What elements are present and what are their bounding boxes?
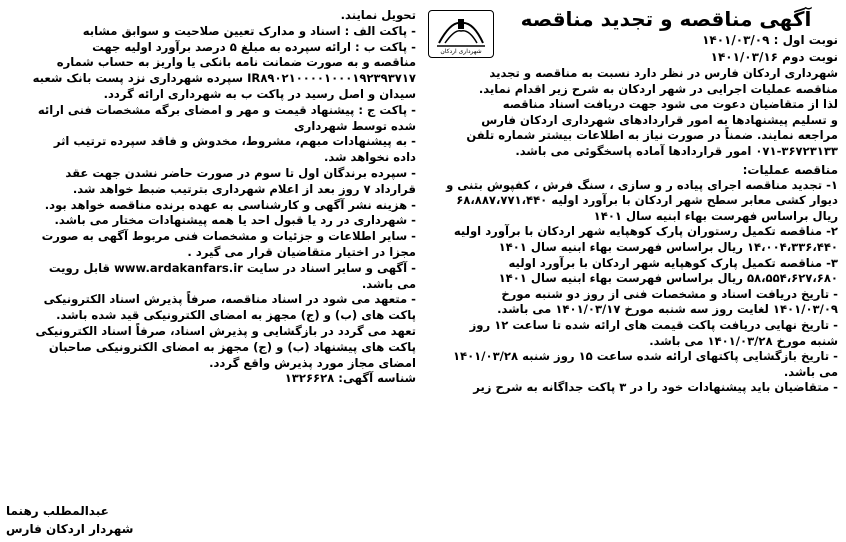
- website-line: - آگهی و سایر اسناد در سایت www.ardakanfars.ir قابل رویت: [48, 260, 416, 275]
- left-line: - پاکت الف : اسناد و مدارک تعیین صلاحیت و سوابق مشابه: [82, 23, 416, 38]
- signature-block: [6, 502, 133, 538]
- page-title: آگهی مناقصه و تجدید مناقصه: [520, 7, 812, 31]
- logo-text: شهرداری اردکان: [440, 48, 482, 55]
- item-line: ۲- مناقصه تکمیل رستوران پارک کوهپایه شهر اردکان با برآورد اولیه: [453, 224, 838, 239]
- item-line: ۱۴۰۱/۰۳/۰۹ لغایت روز سه شنبه مورخ ۱۴۰۱/۰۳/۱۷ می باشد.: [497, 302, 838, 317]
- item-line: دیوار کشی معابر سطح شهر اردکان با برآورد اولیه ۶۸،۸۸۷،۷۷۱،۴۴۰: [456, 193, 838, 208]
- left-line: پاکت های (ب) و (ج) مجهز به امضای الکترونیکی قید شده باشد.: [56, 308, 416, 323]
- item-line: - تاریخ نهایی دریافت پاکت قیمت های ارائه شده تا ساعت ۱۲ روز: [469, 317, 838, 332]
- item-line: شنبه مورخ ۱۴۰۱/۰۳/۲۸ می باشد.: [649, 333, 838, 348]
- left-column: [6, 8, 416, 387]
- notice-id: شناسه آگهی: ۱۳۲۶۶۲۸: [284, 371, 416, 386]
- intro-line: لذا از متقاضیان دعوت می شود جهت دریافت اسناد مناقصه: [502, 97, 838, 112]
- item-line: - تاریخ بازگشایی پاکتهای ارائه شده ساعت ۱۵ روز شنبه ۱۴۰۱/۰۳/۲۸: [452, 349, 838, 364]
- item-line: ۱۴،۰۰۴،۳۳۶،۴۴۰ ریال براساس فهرست بهاء ابنیه سال ۱۴۰۱: [498, 239, 838, 254]
- left-line: قرارداد ۷ روز بعد از اعلام شهرداری بترتیب ضبط خواهد شد.: [72, 181, 416, 196]
- left-line: - پاکت ب : ارائه سپرده به مبلغ ۵ درصد برآورد اولیه جهت: [92, 39, 416, 54]
- item-line: ۱- تجدید مناقصه اجرای پیاده ر و سازی ، سنگ فرش ، کفپوش بتنی و: [446, 177, 838, 192]
- left-line: سیدان و اصل رسید در پاکت ب به شهرداری ارائه گردد.: [103, 86, 416, 101]
- right-column: [420, 6, 838, 396]
- left-line: مجزا در اختیار متقاضیان قرار می گیرد .: [187, 244, 416, 259]
- left-line: - شهرداری در رد یا قبول احد یا همه پیشنهادات مختار می باشد.: [54, 213, 416, 228]
- intro-line: ۰۷۱-۳۶۷۲۳۱۳۳ امور قراردادها آماده پاسخگوئی می باشد.: [515, 143, 838, 158]
- left-line: - سپرده برندگان اول تا سوم در صورت حاضر نشدن جهت عقد: [65, 165, 416, 180]
- left-line: تحویل نمایند.: [340, 8, 416, 22]
- item-line: می باشد.: [783, 364, 838, 379]
- item-line: ۳- مناقصه تکمیل پارک کوهپایه شهر اردکان با برآورد اولیه: [508, 255, 838, 270]
- left-line: مناقصه و به صورت ضمانت نامه بانکی یا واریز به حساب شماره: [56, 55, 416, 70]
- left-line: - سایر اطلاعات و جزئیات و مشخصات فنی مربوط آگهی به صورت: [41, 229, 416, 244]
- municipality-logo: [428, 10, 494, 58]
- section-title: مناقصه عملیات:: [742, 162, 838, 177]
- left-line: - پاکت ج : پیشنهاد قیمت و مهر و امضای برگه مشخصات فنی ارائه: [37, 102, 416, 117]
- notice-header: [420, 6, 838, 66]
- tender-items: [420, 178, 838, 396]
- left-line: - متعهد می شود در اسناد مناقصه، صرفاً پذیرش اسناد الکترونیکی: [43, 292, 416, 307]
- left-line: تعهد می گردد در بازگشایی و پذیرش اسناد، صرفاً اسناد الکترونیکی: [35, 323, 416, 338]
- left-line: - هزینه نشر آگهی و کارشناسی به عهده برنده مناقصه خواهد بود.: [44, 197, 416, 212]
- left-line: پاکت های پیشنهاد (ب) و (ج) مجهز به امضای الکترونیکی صاحبان: [48, 339, 416, 354]
- signer-name: عبدالمطلب رهنما: [6, 504, 109, 518]
- second-round-date: نوبت دوم ۱۴۰۱/۰۳/۱۶: [710, 50, 838, 64]
- title-block: [494, 6, 838, 66]
- item-line: - تاریخ دریافت اسناد و مشخصات فنی از روز دو شنبه مورخ: [501, 286, 838, 301]
- logo-emblem-icon: [431, 13, 491, 55]
- intro-line: مراجعه نمایند. ضمناً در صورت نیاز به اطلاعات بیشتر شماره تلفن: [466, 128, 838, 143]
- intro-line: و تسلیم پیشنهادها به امور قراردادهای شهرداری اردکان فارس: [481, 112, 838, 127]
- signer-title: شهردار اردکان فارس: [6, 522, 134, 536]
- intro-line: شهرداری اردکان فارس در نظر دارد نسبت به مناقصه و تجدید: [489, 66, 838, 80]
- left-line: شده توسط شهرداری: [294, 118, 416, 133]
- account-number-line: IR۸۹۰۲۱۰۰۰۰۱۰۰۰۱۹۲۳۹۳۷۱۷ سپرده شهرداری نزد پست بانک شعبه: [32, 71, 416, 86]
- first-round-date: نوبت اول : ۱۴۰۱/۰۳/۰۹: [702, 33, 838, 47]
- item-line: - متقاضیان باید پیشنهادات خود را در ۳ پاکت جداگانه به شرح زیر: [473, 380, 838, 395]
- intro-line: مناقصه عملیات اجرایی در شهر اردکان به شرح زیر اقدام نماید.: [478, 81, 838, 96]
- left-line: می باشد.: [361, 276, 416, 291]
- intro-paragraph: [420, 66, 838, 160]
- left-line: - به پیشنهادات مبهم، مشروط، مخدوش و فاقد سپرده ترتیب اثر: [53, 134, 416, 149]
- left-line: امضای مجاز مورد پذیرش واقع گردد.: [209, 355, 416, 370]
- item-line: ۵۸،۵۵۴،۶۲۷،۶۸۰ ریال براساس فهرست بهاء ابنیه سال ۱۴۰۱: [498, 271, 838, 286]
- item-line: ریال براساس فهرست بهاء ابنیه سال ۱۴۰۱: [593, 208, 838, 223]
- left-line: داده نخواهد شد.: [324, 150, 416, 165]
